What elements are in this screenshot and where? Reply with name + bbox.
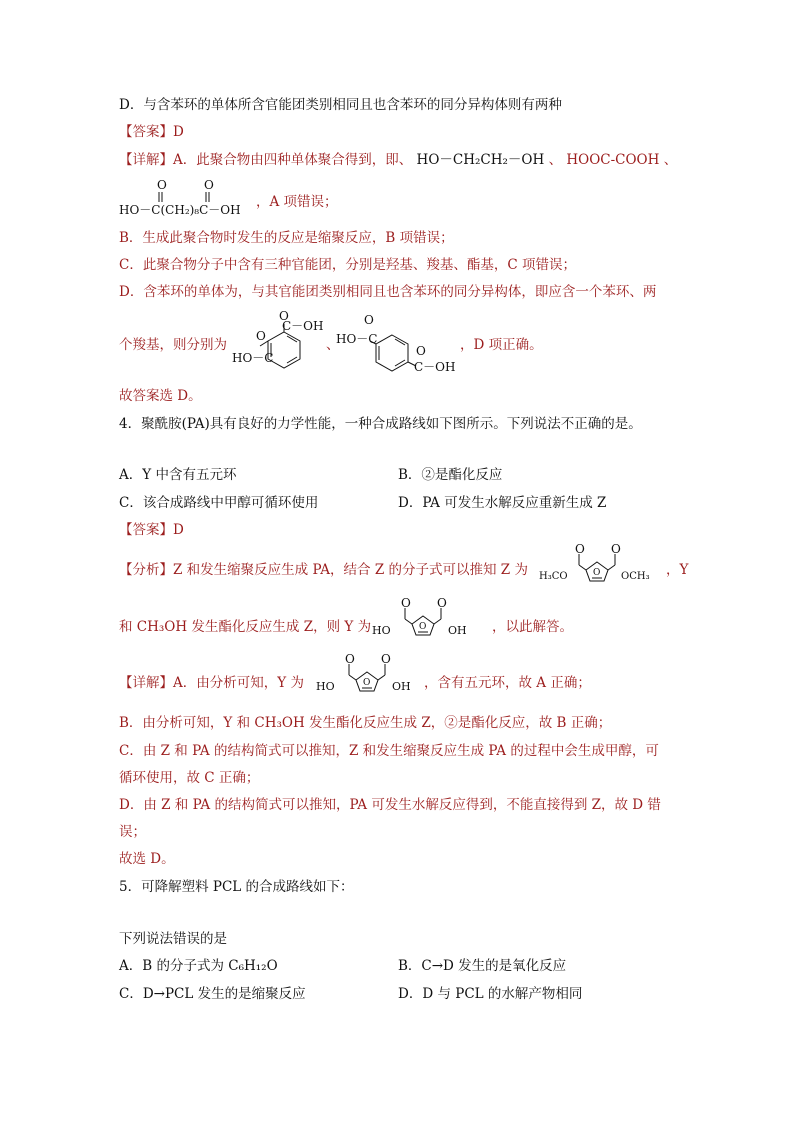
- q4-option-c: C．该合成路线中甲醇可循环使用: [119, 495, 319, 511]
- q3-detail-a: [119, 150, 677, 170]
- z-ring-o: O: [593, 568, 601, 578]
- q3-detail-b: B．生成此聚合物时发生的反应是缩聚反应，B 项错误；: [119, 230, 454, 246]
- q4-detail-d-line2: 误；: [119, 824, 146, 840]
- q5-question: 下列说法错误的是: [119, 931, 227, 947]
- q4-option-a: A．Y 中含有五元环: [119, 467, 237, 483]
- phthalic-cooh: C－OH: [282, 319, 324, 333]
- detail-tag: 【详解】: [119, 152, 173, 168]
- isophthalic-o-1: O: [364, 313, 374, 327]
- y-ho: HO: [316, 680, 335, 693]
- q4-analysis-line1-end: ，Y: [666, 562, 689, 578]
- q3-detail-d-line1: D．含苯环的单体为，与其官能团类别相同且也含苯环的同分异构体，即应含一个苯环、两: [119, 284, 657, 300]
- analysis-tag: 【分析】: [119, 562, 173, 578]
- q5-option-c: C．D→PCL 发生的是缩聚反应: [119, 986, 306, 1002]
- z-o-1: O: [575, 542, 585, 556]
- analysis-text: Z 和发生缩聚反应生成 PA，结合 Z 的分子式可以推知 Z 为: [173, 562, 528, 578]
- isophthalic-cooh: C－OH: [414, 360, 456, 374]
- q3-detail-a-tail: ，A 项错误；: [256, 194, 338, 210]
- q4-detail-a-end: ，含有五元环，故 A 正确；: [424, 675, 591, 691]
- y-ring-o: O: [363, 678, 371, 688]
- q4-analysis-line2-end: ，以此解答。: [492, 619, 573, 635]
- answer-tag: 【答案】: [119, 124, 173, 140]
- phthalic-hoc: HO－C: [232, 351, 274, 365]
- q4-detail-d-line1: D．由 Z 和 PA 的结构简式可以推知，PA 可发生水解反应得到，不能直接得到 Z，故 D 错: [119, 797, 661, 813]
- oxalic-acid-formula: HOOC-COOH: [566, 152, 660, 168]
- q5-option-a: A．B 的分子式为 C₆H₁₂O: [119, 958, 278, 974]
- q4-detail-c-line2: 循环使用，故 C 正确；: [119, 770, 260, 786]
- answer-tag: 【答案】: [119, 522, 173, 538]
- q4-detail-b: B．由分析可知，Y 和 CH₃OH 发生酯化反应生成 Z，②是酯化反应，故 B 正确；: [119, 715, 612, 731]
- separator: 、: [548, 152, 563, 168]
- separator: 、: [326, 337, 340, 353]
- q5-option-b: B．C→D 发生的是氧化反应: [398, 958, 567, 974]
- separator: 、: [663, 152, 678, 168]
- ethylene-glycol-formula: HO－CH₂CH₂－OH: [416, 152, 545, 168]
- sebacic-formula: HO－C(CH₂)₈C－OH: [119, 203, 241, 217]
- q4-option-d: D．PA 可发生水解反应重新生成 Z: [398, 495, 607, 511]
- q5-option-d: D．D 与 PCL 的水解产物相同: [398, 986, 583, 1002]
- detail-a-text: A．由分析可知，Y 为: [173, 675, 304, 691]
- z-o-2: O: [611, 542, 621, 556]
- phthalic-o-2: O: [256, 329, 266, 343]
- q3-conclusion: 故答案选 D。: [119, 388, 202, 404]
- q4-answer: [119, 520, 184, 540]
- y-o-1: O: [401, 596, 411, 610]
- answer-value: D: [173, 124, 184, 140]
- answer-value: D: [173, 522, 184, 538]
- sebacic-acid-structure: [119, 178, 269, 220]
- y-o-1: O: [345, 652, 355, 666]
- sebacic-o-1: O: [157, 178, 167, 192]
- q4-stem: 4．聚酰胺(PA)具有良好的力学性能，一种合成路线如下图所示。下列说法不正确的是。: [119, 416, 642, 432]
- q3-option-d: D．与含苯环的单体所含官能团类别相同且也含苯环的同分异构体则有两种: [119, 97, 562, 113]
- q4-analysis-line2: 和 CH₃OH 发生酯化反应生成 Z，则 Y 为: [119, 619, 372, 635]
- q3-detail-d-line2-pre: 个羧基，则分别为: [119, 337, 227, 353]
- q3-detail-d-line2-post: ，D 项正确。: [460, 337, 543, 353]
- q3-detail-c: C．此聚合物分子中含有三种官能团，分别是羟基、羧基、酯基，C 项错误；: [119, 257, 576, 273]
- isophthalic-hoc: HO－C: [336, 332, 378, 346]
- q4-detail-c-line1: C．由 Z 和 PA 的结构简式可以推知，Z 和发生缩聚反应生成 PA 的过程中会生成甲醇，可: [119, 743, 659, 759]
- z-structure: [535, 542, 675, 584]
- q4-detail-a: [119, 673, 304, 693]
- q5-stem: 5．可降解塑料 PCL 的合成路线如下：: [119, 879, 354, 895]
- y-oh: OH: [392, 680, 411, 693]
- q4-conclusion: 故选 D。: [119, 851, 175, 867]
- isophthalic-acid-structure: [336, 313, 461, 375]
- q4-option-b: B．②是酯化反应: [398, 467, 503, 483]
- q4-analysis-line1: [119, 560, 528, 580]
- phthalic-acid-structure: [232, 310, 327, 372]
- detail-tag: 【详解】: [119, 675, 173, 691]
- z-och3: OCH₃: [621, 571, 650, 582]
- z-h3co: H₃CO: [539, 571, 568, 582]
- y-ring-o: O: [419, 622, 427, 632]
- q3-answer: [119, 122, 184, 142]
- y-o-2: O: [437, 596, 447, 610]
- phthalic-o-1: O: [279, 309, 289, 323]
- detail-a-text: A．此聚合物由四种单体聚合得到，即、: [173, 152, 413, 168]
- y-o-2: O: [381, 652, 391, 666]
- y-structure-analysis: [370, 596, 495, 640]
- sebacic-o-2: O: [204, 178, 214, 192]
- isophthalic-o-2: O: [416, 344, 426, 358]
- y-structure-detail: [314, 652, 439, 696]
- y-ho: HO: [372, 624, 391, 637]
- y-oh: OH: [448, 624, 467, 637]
